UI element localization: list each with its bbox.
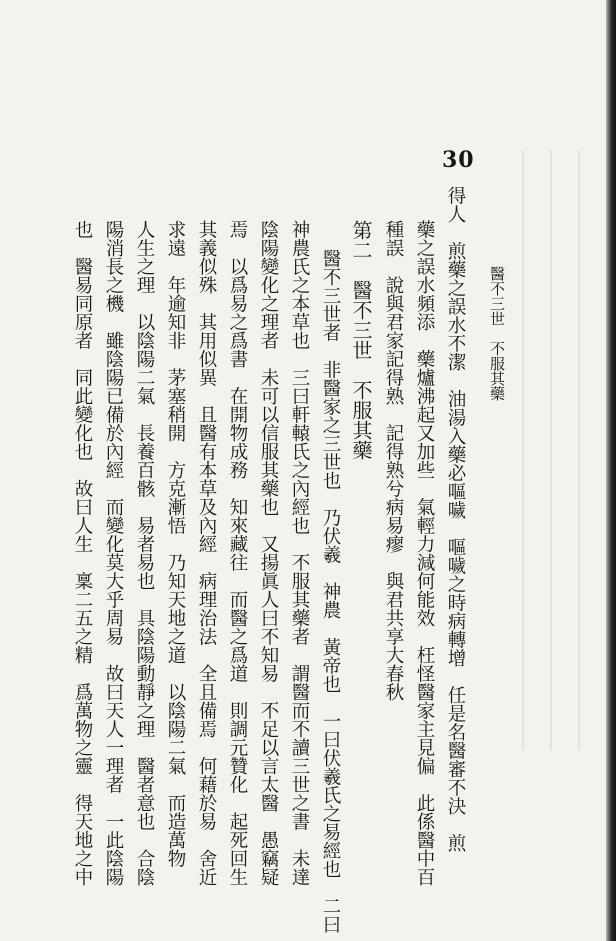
text-column-9: 其義似殊 其用似異 且醫有本草及內經 病理治法 全且備焉 何藉於易 舍近 [196, 220, 217, 886]
page-number: 30 [442, 147, 475, 173]
text-column-8: 焉 以爲易之爲書 在開物成務 知來藏往 而醫之爲道 則調元贊化 起死回生 [227, 220, 248, 886]
text-column-7: 陰陽變化之理者 未可以信服其藥也 又揚眞人曰不知易 不足以言太醫 愚竊疑 [258, 220, 279, 886]
text-column-1: 得人 煎藥之誤水不潔 油湯入藥必嘔噦 嘔噦之時病轉增 任是名醫審不決 煎 [445, 186, 466, 852]
scan-edge-shadow [606, 0, 616, 941]
text-column-12: 陽消長之機 雖陰陽已備於內經 而變化莫大乎周易 故曰天人一理者 一此陰陽 [103, 220, 124, 886]
text-column-10: 求遠 年逾知非 茅塞稍開 方克漸悟 乃知天地之道 以陰陽二氣 而造萬物 [165, 220, 186, 868]
text-column-6: 神農氏之本草也 三曰軒轅氏之內經也 不服其藥者 謂醫而不讀三世之書 未達 [289, 220, 310, 886]
text-column-5: 醫不三世者 非醫家之三世也 乃伏羲 神農 黃帝也 一曰伏羲氏之易經也 二曰 [320, 249, 341, 934]
text-column-13: 也 醫易同原者 同此變化也 故曰人生 稟二五之精 爲萬物之靈 得天地之中 [72, 220, 93, 886]
text-column-3: 種誤 說與君家記得熟 記得熟兮病易瘳 與君共享大春秋 [383, 220, 404, 701]
text-column-11: 人生之理 以陰陽二氣 長養百骸 易者易也 具陰陽動靜之理 醫者意也 合陰 [134, 220, 155, 886]
running-head: 醫不三世 不服其藥 [488, 266, 506, 401]
show-through-texture [522, 150, 602, 750]
text-column-2: 藥之誤水頻添 藥爐沸起又加些 氣輕力減何能效 枉怪醫家主見偏 此係醫中百 [414, 220, 435, 886]
section-heading: 第二 醫不三世 不服其藥 [349, 220, 373, 460]
